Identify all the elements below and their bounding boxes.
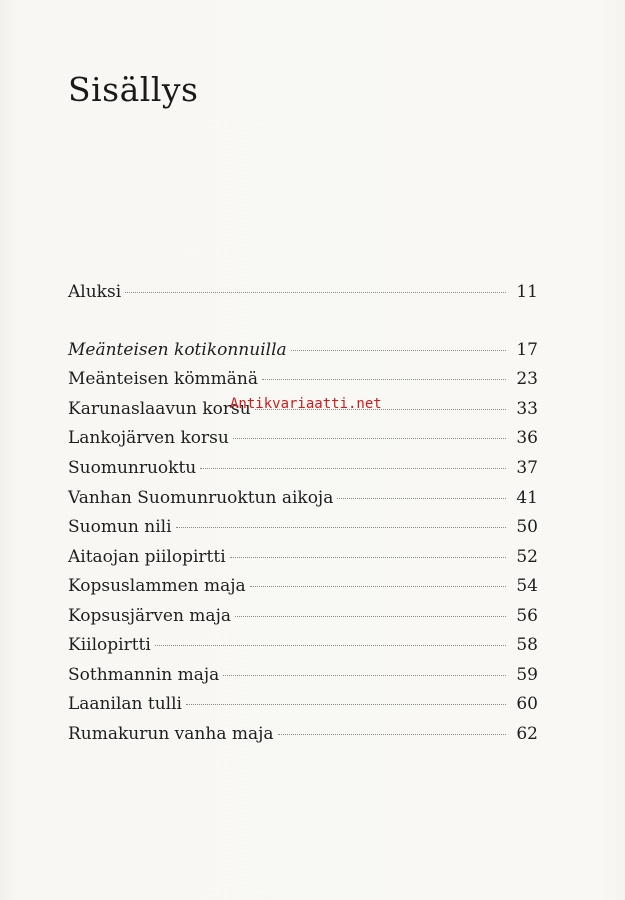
toc-entry-page: 56: [516, 606, 538, 626]
dot-leader: [200, 468, 506, 469]
toc-entry: [68, 369, 538, 399]
toc-entry-title: Meänteisen kotikonnuilla: [68, 340, 287, 360]
toc-entry: [68, 488, 538, 518]
toc-entry: [68, 340, 538, 370]
toc-entry: [68, 547, 538, 577]
toc-entry-page: 36: [516, 428, 538, 448]
toc-entry: [68, 282, 538, 312]
toc-entry-title: Kopsuslammen maja: [68, 576, 246, 596]
toc-entry-page: 58: [516, 635, 538, 655]
toc-entry-title: Vanhan Suomunruoktun aikoja: [68, 488, 334, 508]
dot-leader: [186, 704, 506, 705]
toc-entry: [68, 694, 538, 724]
dot-leader: [337, 498, 506, 499]
dot-leader: [233, 438, 506, 439]
toc-entry-title: Laanilan tulli: [68, 694, 182, 714]
toc-entry: [68, 724, 538, 754]
toc-entry: [68, 458, 538, 488]
toc-entry-page: 33: [516, 399, 538, 419]
dot-leader: [235, 616, 506, 617]
toc-entry-title: Kiilopirtti: [68, 635, 151, 655]
toc-entry-page: 60: [516, 694, 538, 714]
dot-leader: [250, 586, 506, 587]
dot-leader: [155, 645, 506, 646]
dot-leader: [223, 675, 506, 676]
toc-entry-title: Aitaojan piilopirtti: [68, 547, 226, 567]
toc-entry-page: 52: [516, 547, 538, 567]
toc-entry: [68, 665, 538, 695]
dot-leader: [230, 557, 506, 558]
dot-leader: [262, 379, 506, 380]
toc-entry: [68, 576, 538, 606]
toc-entry: [68, 606, 538, 636]
toc-entry-page: 37: [516, 458, 538, 478]
toc-entry-page: 54: [516, 576, 538, 596]
dot-leader: [278, 734, 506, 735]
toc-entry: [68, 428, 538, 458]
toc-entry: [68, 517, 538, 547]
dot-leader: [176, 527, 506, 528]
toc-entry-title: Karunaslaavun korsu: [68, 399, 251, 419]
toc-entry-title: Sothmannin maja: [68, 665, 220, 685]
toc-entry: [68, 635, 538, 665]
toc-entry-title: Meänteisen kömmänä: [68, 369, 259, 389]
toc-entry-page: 23: [516, 369, 538, 389]
toc-entry-title: Kopsusjärven maja: [68, 606, 231, 626]
toc-entry-page: 17: [516, 340, 538, 360]
dot-leader: [125, 292, 506, 293]
toc-entry-page: 59: [516, 665, 538, 685]
toc-entry-title: Aluksi: [68, 282, 122, 302]
page-title: Sisällys: [68, 70, 199, 109]
toc-entry-page: 50: [516, 517, 538, 537]
toc-entry-title: Suomunruoktu: [68, 458, 197, 478]
dot-leader: [291, 350, 506, 351]
watermark-text: Antikvariaatti.net: [230, 396, 382, 412]
toc-entry-page: 11: [516, 282, 538, 302]
toc-entry-page: 62: [516, 724, 538, 744]
toc-entry-title: Rumakurun vanha maja: [68, 724, 274, 744]
toc-entry-title: Lankojärven korsu: [68, 428, 229, 448]
toc-entry-page: 41: [516, 488, 538, 508]
toc-entry-title: Suomun nili: [68, 517, 172, 537]
